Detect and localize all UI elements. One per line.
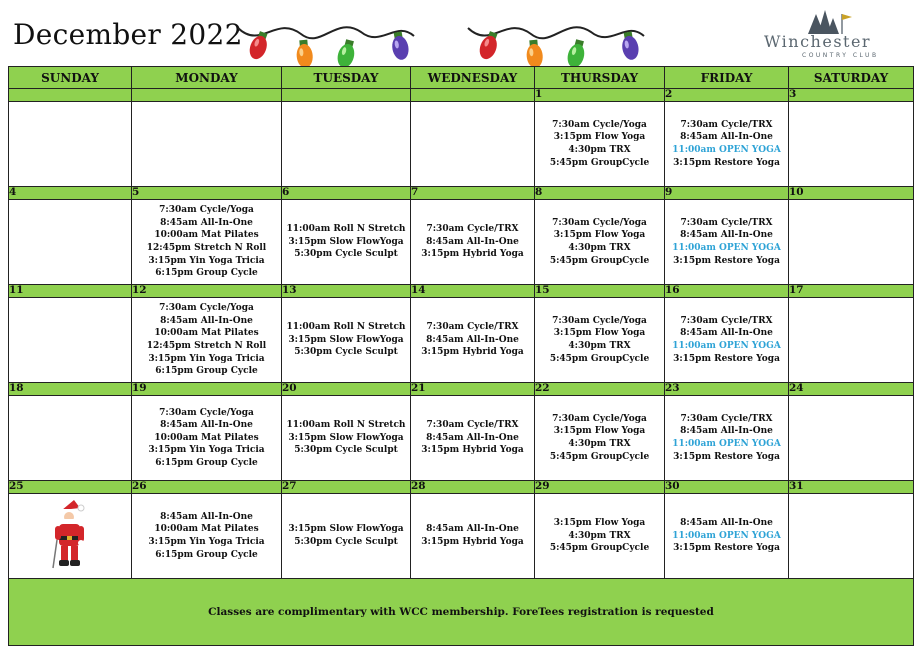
date-number — [411, 89, 535, 102]
day-cell — [9, 200, 132, 285]
class-entry: 7:30am Cycle/TRX — [680, 119, 773, 130]
class-entry: 5:45pm GroupCycle — [549, 353, 650, 364]
class-entry: 5:30pm Cycle Sculpt — [294, 249, 398, 260]
day-cell — [282, 298, 411, 383]
day-cell — [789, 494, 914, 579]
date-number: 27 — [282, 481, 411, 494]
class-entry: 5:30pm Cycle Sculpt — [294, 445, 398, 456]
day-header: SATURDAY — [789, 67, 914, 89]
day-cell — [789, 200, 914, 285]
class-entry: 7:30am Cycle/TRX — [426, 322, 519, 333]
class-entry: 10:00am Mat Pilates — [154, 524, 259, 535]
day-cell — [665, 102, 789, 187]
class-entry: 3:15pm Slow FlowYoga — [288, 334, 404, 345]
day-cell — [535, 102, 665, 187]
date-number: 10 — [789, 187, 914, 200]
date-number: 28 — [411, 481, 535, 494]
class-entry: 3:15pm Flow Yoga — [553, 328, 646, 339]
class-entry: 4:30pm TRX — [568, 341, 631, 351]
class-entry: 4:30pm TRX — [568, 243, 631, 253]
day-cell — [535, 494, 665, 579]
date-number: 29 — [535, 481, 665, 494]
day-header: MONDAY — [132, 67, 282, 89]
class-entry: 7:30am Cycle/Yoga — [552, 217, 647, 228]
class-entry: 3:15pm Flow Yoga — [553, 426, 646, 437]
footer-note: Classes are complimentary with WCC membership. ForeTees registration is requested — [9, 579, 914, 646]
class-entry: 4:30pm TRX — [568, 145, 631, 155]
class-entry: 5:45pm GroupCycle — [549, 543, 650, 554]
logo-name: Winchester — [764, 32, 872, 51]
class-entry: 5:45pm GroupCycle — [549, 255, 650, 266]
class-entry: 3:15pm Yin Yoga Tricia — [148, 445, 265, 456]
day-cell — [9, 102, 132, 187]
day-cell — [132, 494, 282, 579]
page-title: December 2022 — [13, 18, 243, 51]
logo-subtitle: COUNTRY CLUB — [802, 52, 879, 59]
date-number: 11 — [9, 285, 132, 298]
day-cell — [132, 200, 282, 285]
class-entry: 7:30am Cycle/TRX — [426, 420, 519, 431]
class-entry: 3:15pm Slow FlowYoga — [288, 432, 404, 443]
class-entry: 6:15pm Group Cycle — [155, 366, 258, 377]
christmas-lights-icon — [466, 10, 648, 70]
day-cell — [789, 396, 914, 481]
class-entry: 8:45am All-In-One — [426, 236, 519, 247]
class-entry: 3:15pm Flow Yoga — [553, 518, 646, 529]
day-cell — [282, 396, 411, 481]
day-cell — [665, 200, 789, 285]
class-entry: 8:45am All-In-One — [160, 511, 253, 522]
week-row — [9, 200, 914, 285]
class-entry: 8:45am All-In-One — [160, 217, 253, 228]
date-number: 4 — [9, 187, 132, 200]
class-entry: 7:30am Cycle/Yoga — [159, 303, 254, 314]
day-header: THURSDAY — [535, 67, 665, 89]
date-number: 30 — [665, 481, 789, 494]
class-entry: 11:00am Roll N Stretch — [286, 420, 406, 431]
class-entry: 3:15pm Yin Yoga Tricia — [148, 537, 265, 547]
date-number: 3 — [789, 89, 914, 102]
date-number: 18 — [9, 383, 132, 396]
class-entry: 3:15pm Restore Yoga — [673, 543, 780, 554]
day-cell — [411, 494, 535, 579]
class-entry: 8:45am All-In-One — [426, 524, 519, 535]
date-number: 5 — [132, 187, 282, 200]
class-entry: 8:45am All-In-One — [160, 315, 253, 326]
santa-golfer-icon — [47, 498, 93, 570]
day-header: FRIDAY — [665, 67, 789, 89]
class-entry: 5:30pm Cycle Sculpt — [294, 537, 398, 547]
date-number-row — [9, 187, 914, 200]
class-entry: 3:15pm Hybrid Yoga — [421, 347, 524, 358]
class-entry-open-yoga: 11:00am OPEN YOGA — [672, 439, 781, 449]
week-row — [9, 494, 914, 579]
class-entry: 10:00am Mat Pilates — [154, 328, 259, 339]
date-number-row — [9, 285, 914, 298]
date-number — [282, 89, 411, 102]
week-row — [9, 102, 914, 187]
day-cell — [789, 102, 914, 187]
day-cell — [535, 200, 665, 285]
class-entry: 3:15pm Slow FlowYoga — [288, 236, 404, 247]
date-number — [132, 89, 282, 102]
day-header: TUESDAY — [282, 67, 411, 89]
week-row — [9, 298, 914, 383]
class-entry: 3:15pm Restore Yoga — [673, 353, 780, 364]
class-entry: 4:30pm TRX — [568, 439, 631, 449]
day-cell — [665, 298, 789, 383]
class-entry-open-yoga: 11:00am OPEN YOGA — [672, 341, 781, 351]
date-number: 12 — [132, 285, 282, 298]
day-cell — [132, 396, 282, 481]
class-entry: 5:45pm GroupCycle — [549, 157, 650, 168]
day-cell — [535, 396, 665, 481]
class-entry-open-yoga: 11:00am OPEN YOGA — [672, 530, 781, 541]
class-entry: 8:45am All-In-One — [680, 328, 773, 339]
date-number: 26 — [132, 481, 282, 494]
date-number: 20 — [282, 383, 411, 396]
day-cell — [282, 494, 411, 579]
class-entry: 4:30pm TRX — [568, 530, 631, 541]
class-entry: 3:15pm Yin Yoga Tricia — [148, 255, 265, 266]
class-entry: 3:15pm Flow Yoga — [553, 230, 646, 241]
date-number: 9 — [665, 187, 789, 200]
day-cell — [9, 494, 132, 579]
week-row — [9, 396, 914, 481]
class-entry: 7:30am Cycle/TRX — [426, 224, 519, 235]
date-number: 1 — [535, 89, 665, 102]
class-entry: 5:45pm GroupCycle — [549, 451, 650, 462]
class-entry: 8:45am All-In-One — [680, 230, 773, 241]
class-entry: 7:30am Cycle/TRX — [680, 315, 773, 326]
class-entry: 8:45am All-In-One — [680, 518, 773, 529]
date-number: 15 — [535, 285, 665, 298]
class-entry-open-yoga: 11:00am OPEN YOGA — [672, 243, 781, 253]
date-number: 21 — [411, 383, 535, 396]
class-entry: 3:15pm Flow Yoga — [553, 132, 646, 143]
class-entry: 6:15pm Group Cycle — [155, 549, 258, 560]
date-number: 6 — [282, 187, 411, 200]
day-cell — [411, 102, 535, 187]
day-cell — [411, 298, 535, 383]
date-number: 22 — [535, 383, 665, 396]
day-header: SUNDAY — [9, 67, 132, 89]
class-entry: 7:30am Cycle/TRX — [680, 217, 773, 228]
class-entry: 3:15pm Hybrid Yoga — [421, 249, 524, 260]
day-header: WEDNESDAY — [411, 67, 535, 89]
class-entry: 10:00am Mat Pilates — [154, 432, 259, 443]
class-entry: 12:45pm Stretch N Roll — [146, 243, 267, 253]
class-entry: 7:30am Cycle/Yoga — [552, 119, 647, 130]
class-entry: 7:30am Cycle/Yoga — [159, 205, 254, 216]
day-cell — [789, 298, 914, 383]
day-cell — [132, 102, 282, 187]
day-cell — [282, 102, 411, 187]
date-number-row — [9, 481, 914, 494]
date-number — [9, 89, 132, 102]
day-header-row — [9, 67, 914, 89]
class-entry: 7:30am Cycle/Yoga — [552, 315, 647, 326]
class-entry: 8:45am All-In-One — [426, 432, 519, 443]
day-cell — [535, 298, 665, 383]
day-cell — [411, 200, 535, 285]
class-entry: 3:15pm Hybrid Yoga — [421, 537, 524, 547]
class-entry: 8:45am All-In-One — [680, 132, 773, 143]
class-entry: 3:15pm Restore Yoga — [673, 157, 780, 168]
class-entry: 8:45am All-In-One — [160, 420, 253, 431]
class-entry: 7:30am Cycle/Yoga — [159, 407, 254, 418]
class-entry: 7:30am Cycle/TRX — [680, 413, 773, 424]
date-number: 19 — [132, 383, 282, 396]
date-number: 25 — [9, 481, 132, 494]
class-entry: 6:15pm Group Cycle — [155, 268, 258, 279]
date-number: 7 — [411, 187, 535, 200]
class-entry: 12:45pm Stretch N Roll — [146, 341, 267, 351]
calendar-grid — [8, 66, 914, 646]
date-number: 24 — [789, 383, 914, 396]
class-entry: 8:45am All-In-One — [680, 426, 773, 437]
date-number: 17 — [789, 285, 914, 298]
class-entry: 3:15pm Yin Yoga Tricia — [148, 353, 265, 364]
day-cell — [665, 396, 789, 481]
class-entry-open-yoga: 11:00am OPEN YOGA — [672, 145, 781, 155]
day-cell — [9, 396, 132, 481]
christmas-lights-icon — [236, 10, 418, 70]
class-entry: 7:30am Cycle/Yoga — [552, 413, 647, 424]
class-entry: 6:15pm Group Cycle — [155, 457, 258, 468]
date-number-row — [9, 383, 914, 396]
class-entry: 11:00am Roll N Stretch — [286, 224, 406, 235]
day-cell — [282, 200, 411, 285]
class-entry: 3:15pm Restore Yoga — [673, 255, 780, 266]
date-number-row — [9, 89, 914, 102]
class-entry: 10:00am Mat Pilates — [154, 230, 259, 241]
date-number: 2 — [665, 89, 789, 102]
day-cell — [132, 298, 282, 383]
class-entry: 8:45am All-In-One — [426, 334, 519, 345]
date-number: 13 — [282, 285, 411, 298]
date-number: 23 — [665, 383, 789, 396]
class-entry: 3:15pm Restore Yoga — [673, 451, 780, 462]
class-entry: 5:30pm Cycle Sculpt — [294, 347, 398, 358]
class-entry: 11:00am Roll N Stretch — [286, 322, 406, 333]
day-cell — [411, 396, 535, 481]
date-number: 8 — [535, 187, 665, 200]
day-cell — [9, 298, 132, 383]
class-entry: 3:15pm Slow FlowYoga — [288, 524, 404, 535]
class-entry: 3:15pm Hybrid Yoga — [421, 445, 524, 456]
date-number: 31 — [789, 481, 914, 494]
date-number: 16 — [665, 285, 789, 298]
day-cell — [665, 494, 789, 579]
date-number: 14 — [411, 285, 535, 298]
